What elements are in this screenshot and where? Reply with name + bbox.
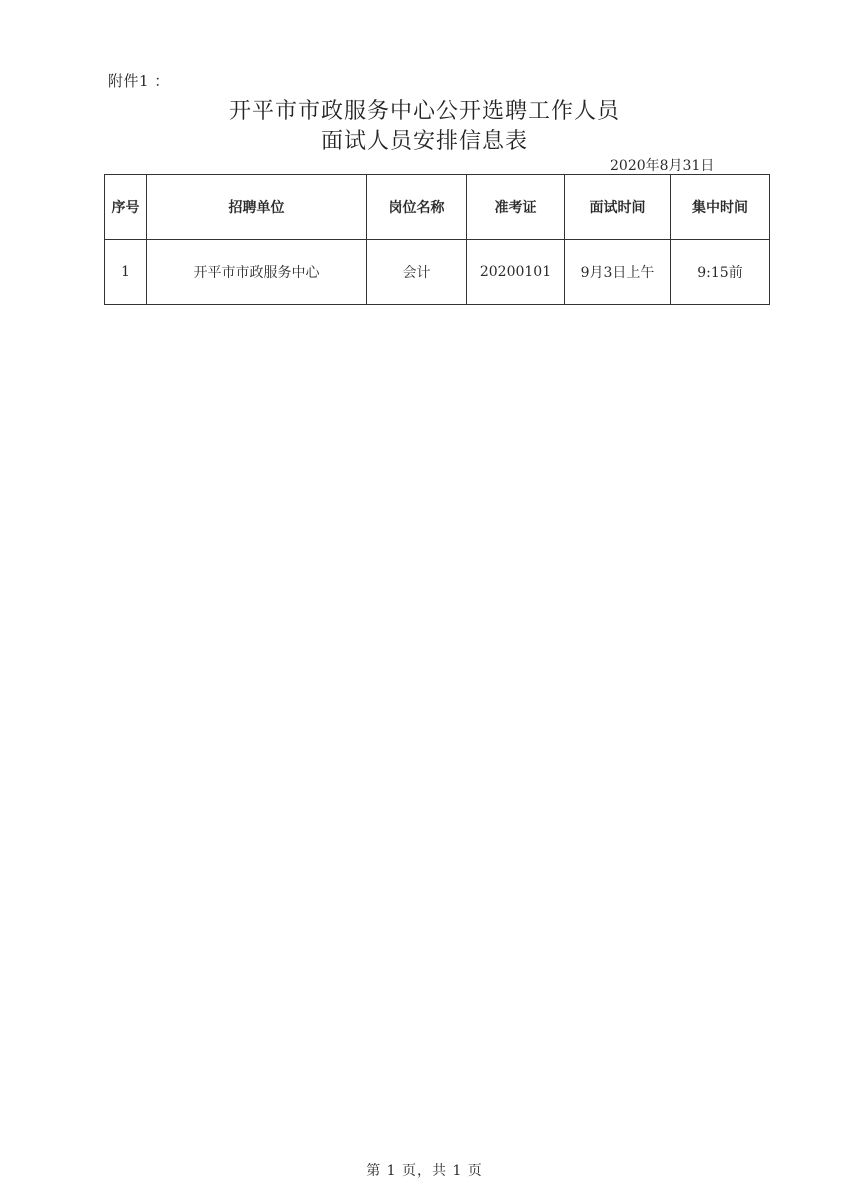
cell-interview-time: 9月3日上午 xyxy=(565,240,671,305)
cell-ticket: 20200101 xyxy=(467,240,565,305)
cell-assembly-time: 9:15前 xyxy=(671,240,770,305)
column-header-ticket: 准考证 xyxy=(467,175,565,240)
column-header-position: 岗位名称 xyxy=(367,175,467,240)
column-header-index: 序号 xyxy=(105,175,147,240)
document-subtitle: 面试人员安排信息表 xyxy=(320,129,528,154)
column-header-assembly-time: 集中时间 xyxy=(671,175,770,240)
table-header-row xyxy=(105,175,770,240)
cell-index: 1 xyxy=(105,240,147,305)
attachment-label: 附件1 ： xyxy=(108,72,170,90)
page-footer: 第 1 页，共 1 页 xyxy=(366,1163,483,1179)
document-title: 开平市市政服务中心公开选聘工作人员 xyxy=(228,99,620,124)
table-row xyxy=(105,240,770,305)
cell-position: 会计 xyxy=(367,240,467,305)
document-date: 2020年8月31日 xyxy=(610,158,715,174)
column-header-interview-time: 面试时间 xyxy=(565,175,671,240)
interview-schedule-table xyxy=(104,174,770,305)
column-header-employer: 招聘单位 xyxy=(147,175,367,240)
cell-employer: 开平市市政服务中心 xyxy=(147,240,367,305)
